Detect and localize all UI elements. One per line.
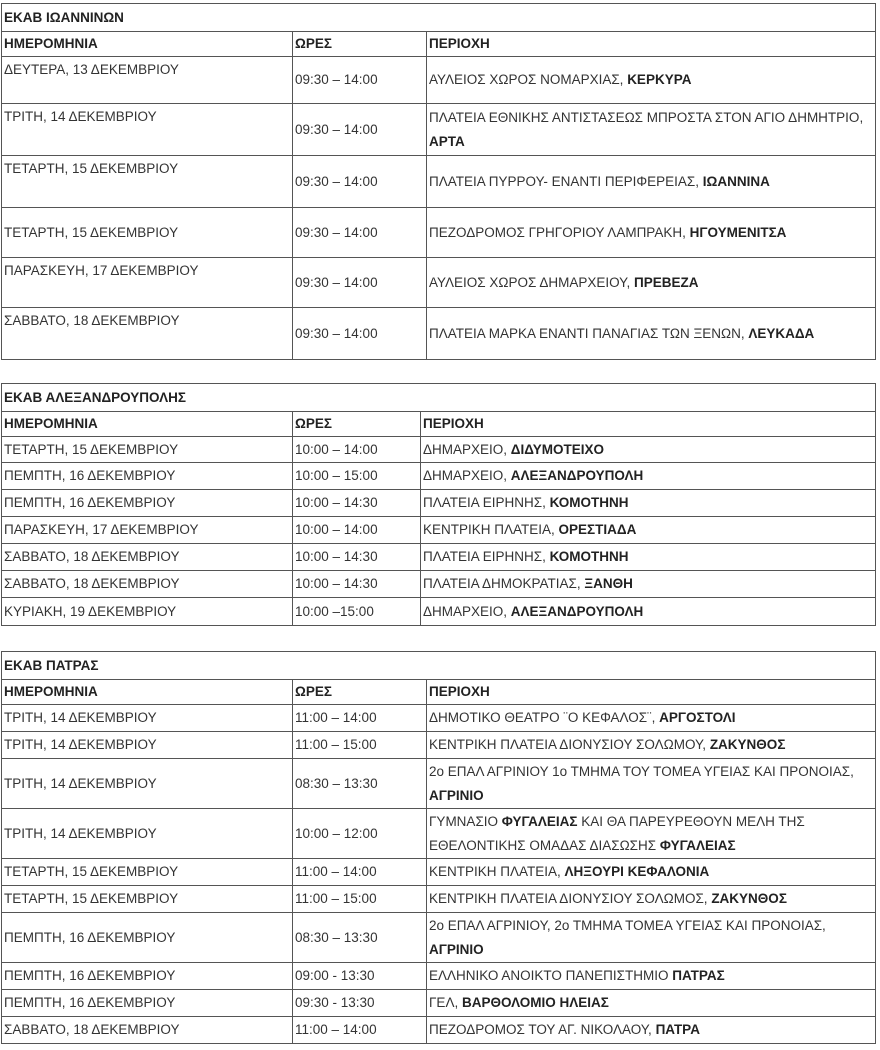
cell-date: ΤΡΙΤΗ, 14 ΔΕΚΕΜΒΡΙΟΥ — [2, 732, 293, 759]
cell-date: ΣΑΒΒΑΤΟ, 18 ΔΕΚΕΜΒΡΙΟΥ — [2, 571, 293, 598]
cell-area — [421, 544, 876, 571]
cell-area — [427, 104, 876, 156]
area-city: ΑΓΡΙΝΙΟ — [429, 941, 484, 957]
header-hours: ΩΡΕΣ — [293, 680, 427, 705]
table-row — [2, 759, 876, 809]
cell-hours: 10:00 –15:00 — [293, 598, 421, 626]
area-text: ΔΗΜΑΡΧΕΙΟ, — [423, 441, 511, 457]
area-city: ΛΗΞΟΥΡΙ ΚΕΦΑΛΟΝΙΑ — [564, 864, 710, 879]
cell-hours: 11:00 – 14:00 — [293, 859, 427, 886]
table-row — [2, 913, 876, 963]
area-city: ΚΟΜΟΤΗΝΗ — [549, 549, 629, 564]
area-text: ΔΗΜΑΡΧΕΙΟ, — [423, 468, 511, 483]
area-city: ΠΑΤΡΑ — [655, 1022, 700, 1037]
table-row — [2, 705, 876, 732]
cell-hours: 09:30 – 14:00 — [293, 104, 427, 156]
table-row — [2, 517, 876, 544]
area-text: 2ο ΕΠΑΛ ΑΓΡΙΝΙΟΥ, 2ο ΤΜΗΜΑ ΤΟΜΕΑ ΥΓΕΙΑΣ ΚΑΙ ΠΡΟΝΟΙΑΣ, — [429, 917, 826, 933]
area-city: ΚΕΡΚΥΡΑ — [627, 72, 692, 87]
area-text: ΚΕΝΤΡΙΚΗ ΠΛΑΤΕΙΑ ΔΙΟΝΥΣΙΟΥ ΣΟΛΩΜΟΣ, — [429, 891, 712, 906]
area-city: ΠΡΕΒΕΖΑ — [633, 274, 699, 290]
table-row — [2, 598, 876, 626]
cell-hours: 08:30 – 13:30 — [293, 759, 427, 809]
cell-date: ΣΑΒΒΑΤΟ, 18 ΔΕΚΕΜΒΡΙΟΥ — [2, 308, 293, 360]
cell-date: ΤΕΤΑΡΤΗ, 15 ΔΕΚΕΜΒΡΙΟΥ — [2, 208, 293, 258]
area-text: ΠΛΑΤΕΙΑ ΕΙΡΗΝΗΣ, — [423, 495, 550, 510]
table-title: ΕΚΑΒ ΑΛΕΞΑΝΔΡΟΥΠΟΛΗΣ — [2, 384, 876, 412]
area-city: ΖΑΚΥΝΘΟΣ — [711, 891, 787, 906]
area-text: ΚΕΝΤΡΙΚΗ ΠΛΑΤΕΙΑ, — [423, 522, 559, 537]
cell-date: ΤΡΙΤΗ, 14 ΔΕΚΕΜΒΡΙΟΥ — [2, 759, 293, 809]
area-text: ΠΛΑΤΕΙΑ ΜΑΡΚΑ ΕΝΑΝΤΙ ΠΑΝΑΓΙΑΣ ΤΩΝ ΞΕΝΩΝ, — [429, 325, 749, 341]
cell-date: ΤΕΤΑΡΤΗ, 15 ΔΕΚΕΜΒΡΙΟΥ — [2, 437, 293, 463]
cell-date: ΚΥΡΙΑΚΗ, 19 ΔΕΚΕΜΒΡΙΟΥ — [2, 598, 293, 626]
cell-area — [427, 57, 876, 104]
area-text: ΔΗΜΟΤΙΚΟ ΘΕΑΤΡΟ ¨Ο ΚΕΦΑΛΟΣ¨, — [429, 710, 660, 725]
table-title: ΕΚΑΒ ΠΑΤΡΑΣ — [2, 652, 876, 680]
table-row — [2, 156, 876, 208]
area-text: ΠΕΖΟΔΡΟΜΟΣ ΤΟΥ ΑΓ. ΝΙΚΟΛΑΟΥ, — [429, 1022, 656, 1037]
cell-hours: 10:00 – 14:00 — [293, 517, 421, 544]
table-row — [2, 990, 876, 1017]
cell-area — [421, 490, 876, 517]
table-title: ΕΚΑΒ ΙΩΑΝΝΙΝΩΝ — [2, 4, 876, 32]
table-title-row — [2, 652, 876, 680]
area-text: ΚΑΙ ΘΑ ΠΑΡΕΥΡΕΘΟΥΝ ΜΕΛΗ ΤΗΣ ΕΘΕΛΟΝΤΙΚΗΣ ΟΜΑΔΑΣ ΔΙΑΣΩΣΗΣ — [429, 813, 805, 853]
cell-area — [427, 258, 876, 308]
cell-date: ΤΕΤΑΡΤΗ, 15 ΔΕΚΕΜΒΡΙΟΥ — [2, 859, 293, 886]
cell-hours: 10:00 – 14:30 — [293, 490, 421, 517]
cell-date: ΠΕΜΠΤΗ, 16 ΔΕΚΕΜΒΡΙΟΥ — [2, 963, 293, 990]
area-city: ΑΡΓΟΣΤΟΛΙ — [659, 710, 736, 725]
table-row — [2, 463, 876, 490]
table-row — [2, 809, 876, 859]
schedule-table-ioannina — [1, 3, 876, 360]
cell-hours: 10:00 – 14:30 — [293, 571, 421, 598]
schedule-table-patra — [1, 651, 876, 1044]
area-text: ΑΥΛΕΙΟΣ ΧΩΡΟΣ ΔΗΜΑΡΧΕΙΟΥ, — [429, 274, 634, 290]
cell-date: ΠΕΜΠΤΗ, 16 ΔΕΚΕΜΒΡΙΟΥ — [2, 463, 293, 490]
cell-date: ΔΕΥΤΕΡΑ, 13 ΔΕΚΕΜΒΡΙΟΥ — [2, 57, 293, 104]
area-city: ΗΓΟΥΜΕΝΙΤΣΑ — [689, 224, 787, 240]
table-row — [2, 104, 876, 156]
cell-date: ΠΑΡΑΣΚΕΥΗ, 17 ΔΕΚΕΜΒΡΙΟΥ — [2, 258, 293, 308]
cell-hours: 11:00 – 15:00 — [293, 732, 427, 759]
cell-date: ΤΡΙΤΗ, 14 ΔΕΚΕΜΒΡΙΟΥ — [2, 705, 293, 732]
cell-date: ΠΑΡΑΣΚΕΥΗ, 17 ΔΕΚΕΜΒΡΙΟΥ — [2, 517, 293, 544]
cell-area — [427, 990, 876, 1017]
cell-hours: 09:30 – 14:00 — [293, 156, 427, 208]
cell-area — [427, 859, 876, 886]
table-row — [2, 258, 876, 308]
header-hours: ΩΡΕΣ — [293, 32, 427, 57]
table-row — [2, 859, 876, 886]
table-row — [2, 544, 876, 571]
table-header-row — [2, 412, 876, 437]
cell-hours: 09:30 – 14:00 — [293, 57, 427, 104]
table-header-row — [2, 32, 876, 57]
area-city: ΑΡΤΑ — [429, 133, 465, 149]
header-date: ΗΜΕΡΟΜΗΝΙΑ — [2, 32, 293, 57]
table-row — [2, 963, 876, 990]
area-city: ΑΛΕΞΑΝΔΡΟΥΠΟΛΗ — [510, 603, 644, 619]
cell-area — [421, 571, 876, 598]
area-city: ΑΛΕΞΑΝΔΡΟΥΠΟΛΗ — [510, 468, 644, 483]
cell-hours: 11:00 – 14:00 — [293, 705, 427, 732]
cell-area — [427, 809, 876, 859]
cell-date: ΣΑΒΒΑΤΟ, 18 ΔΕΚΕΜΒΡΙΟΥ — [2, 544, 293, 571]
schedule-table-alexandroupoli — [1, 383, 876, 626]
cell-hours: 10:00 – 15:00 — [293, 463, 421, 490]
cell-hours: 10:00 – 12:00 — [293, 809, 427, 859]
table-row — [2, 490, 876, 517]
header-date: ΗΜΕΡΟΜΗΝΙΑ — [2, 680, 293, 705]
area-text: ΠΛΑΤΕΙΑ ΕΙΡΗΝΗΣ, — [423, 549, 550, 564]
area-text: ΠΕΖΟΔΡΟΜΟΣ ΓΡΗΓΟΡΙΟΥ ΛΑΜΠΡΑΚΗ, — [429, 224, 690, 240]
cell-hours: 09:00 - 13:30 — [293, 963, 427, 990]
cell-area — [421, 517, 876, 544]
header-date: ΗΜΕΡΟΜΗΝΙΑ — [2, 412, 293, 437]
area-city: ΑΓΡΙΝΙΟ — [429, 787, 484, 803]
area-text: ΠΛΑΤΕΙΑ ΔΗΜΟΚΡΑΤΙΑΣ, — [423, 576, 585, 591]
cell-area — [427, 963, 876, 990]
cell-hours: 09:30 – 14:00 — [293, 308, 427, 360]
cell-hours: 09:30 - 13:30 — [293, 990, 427, 1017]
cell-date: ΤΡΙΤΗ, 14 ΔΕΚΕΜΒΡΙΟΥ — [2, 809, 293, 859]
area-bold: ΦΥΓΑΛΕΙΑΣ — [501, 813, 578, 829]
area-text: ΚΕΝΤΡΙΚΗ ΠΛΑΤΕΙΑ, — [429, 864, 565, 879]
header-hours: ΩΡΕΣ — [293, 412, 421, 437]
area-text: ΠΛΑΤΕΙΑ ΠΥΡΡΟΥ- ΕΝΑΝΤΙ ΠΕΡΙΦΕΡΕΙΑΣ, — [429, 173, 703, 189]
cell-hours: 08:30 – 13:30 — [293, 913, 427, 963]
area-text: 2ο ΕΠΑΛ ΑΓΡΙΝΙΟΥ 1ο ΤΜΗΜΑ ΤΟΥ ΤΟΜΕΑ ΥΓΕΙΑΣ ΚΑΙ ΠΡΟΝΟΙΑΣ, — [429, 763, 854, 779]
table-title-row — [2, 4, 876, 32]
cell-area — [427, 886, 876, 913]
table-row — [2, 57, 876, 104]
cell-date: ΠΕΜΠΤΗ, 16 ΔΕΚΕΜΒΡΙΟΥ — [2, 490, 293, 517]
area-text: ΕΛΛΗΝΙΚΟ ΑΝΟΙΚΤΟ ΠΑΝΕΠΙΣΤΗΜΙΟ — [429, 968, 673, 983]
table-row — [2, 571, 876, 598]
table-title-row — [2, 384, 876, 412]
table-header-row — [2, 680, 876, 705]
area-text-pre: ΓΥΜΝΑΣΙΟ — [429, 813, 502, 829]
cell-hours: 10:00 – 14:00 — [293, 437, 421, 463]
cell-date: ΠΕΜΠΤΗ, 16 ΔΕΚΕΜΒΡΙΟΥ — [2, 990, 293, 1017]
area-city: ΖΑΚΥΝΘΟΣ — [709, 737, 786, 752]
area-city: ΚΟΜΟΤΗΝΗ — [549, 495, 629, 510]
area-text: ΠΛΑΤΕΙΑ ΕΘΝΙΚΗΣ ΑΝΤΙΣΤΑΣΕΩΣ ΜΠΡΟΣΤΑ ΣΤΟΝ ΑΓΙΟ ΔΗΜΗΤΡΙΟ, — [429, 109, 864, 125]
cell-date: ΤΕΤΑΡΤΗ, 15 ΔΕΚΕΜΒΡΙΟΥ — [2, 886, 293, 913]
area-city: ΛΕΥΚΑΔΑ — [748, 325, 815, 341]
cell-area — [427, 913, 876, 963]
area-text: ΓΕΛ, — [429, 995, 462, 1010]
area-text: ΚΕΝΤΡΙΚΗ ΠΛΑΤΕΙΑ ΔΙΟΝΥΣΙΟΥ ΣΟΛΩΜΟΥ, — [429, 737, 710, 752]
cell-area — [421, 463, 876, 490]
area-city: ΟΡΕΣΤΙΑΔΑ — [558, 522, 637, 537]
table-row — [2, 308, 876, 360]
area-city: ΒΑΡΘΟΛΟΜΙΟ ΗΛΕΙΑΣ — [461, 995, 609, 1010]
cell-hours: 11:00 – 14:00 — [293, 1017, 427, 1044]
table-row — [2, 437, 876, 463]
cell-date: ΤΡΙΤΗ, 14 ΔΕΚΕΜΒΡΙΟΥ — [2, 104, 293, 156]
table-row — [2, 1017, 876, 1044]
header-area: ΠΕΡΙΟΧΗ — [427, 680, 876, 705]
cell-area — [427, 732, 876, 759]
area-text: ΑΥΛΕΙΟΣ ΧΩΡΟΣ ΝΟΜΑΡΧΙΑΣ, — [429, 72, 628, 87]
cell-hours: 11:00 – 15:00 — [293, 886, 427, 913]
cell-hours: 09:30 – 14:00 — [293, 208, 427, 258]
area-city: ΙΩΑΝΝΙΝΑ — [702, 173, 770, 189]
area-city: ΠΑΤΡΑΣ — [672, 968, 725, 983]
cell-date: ΠΕΜΠΤΗ, 16 ΔΕΚΕΜΒΡΙΟΥ — [2, 913, 293, 963]
cell-date: ΤΕΤΑΡΤΗ, 15 ΔΕΚΕΜΒΡΙΟΥ — [2, 156, 293, 208]
table-row — [2, 732, 876, 759]
cell-area — [427, 208, 876, 258]
cell-area — [427, 308, 876, 360]
cell-area — [427, 156, 876, 208]
cell-area — [427, 1017, 876, 1044]
cell-area — [421, 437, 876, 463]
header-area: ΠΕΡΙΟΧΗ — [427, 32, 876, 57]
table-row — [2, 208, 876, 258]
area-city: ΦΥΓΑΛΕΙΑΣ — [659, 837, 736, 853]
area-city: ΞΑΝΘΗ — [584, 576, 633, 591]
header-area: ΠΕΡΙΟΧΗ — [421, 412, 876, 437]
area-city: ΔΙΔΥΜΟΤΕΙΧΟ — [510, 441, 604, 457]
cell-area — [421, 598, 876, 626]
table-row — [2, 886, 876, 913]
area-text: ΔΗΜΑΡΧΕΙΟ, — [423, 603, 511, 619]
cell-date: ΣΑΒΒΑΤΟ, 18 ΔΕΚΕΜΒΡΙΟΥ — [2, 1017, 293, 1044]
cell-area — [427, 759, 876, 809]
cell-area — [427, 705, 876, 732]
cell-hours: 09:30 – 14:00 — [293, 258, 427, 308]
cell-hours: 10:00 – 14:30 — [293, 544, 421, 571]
